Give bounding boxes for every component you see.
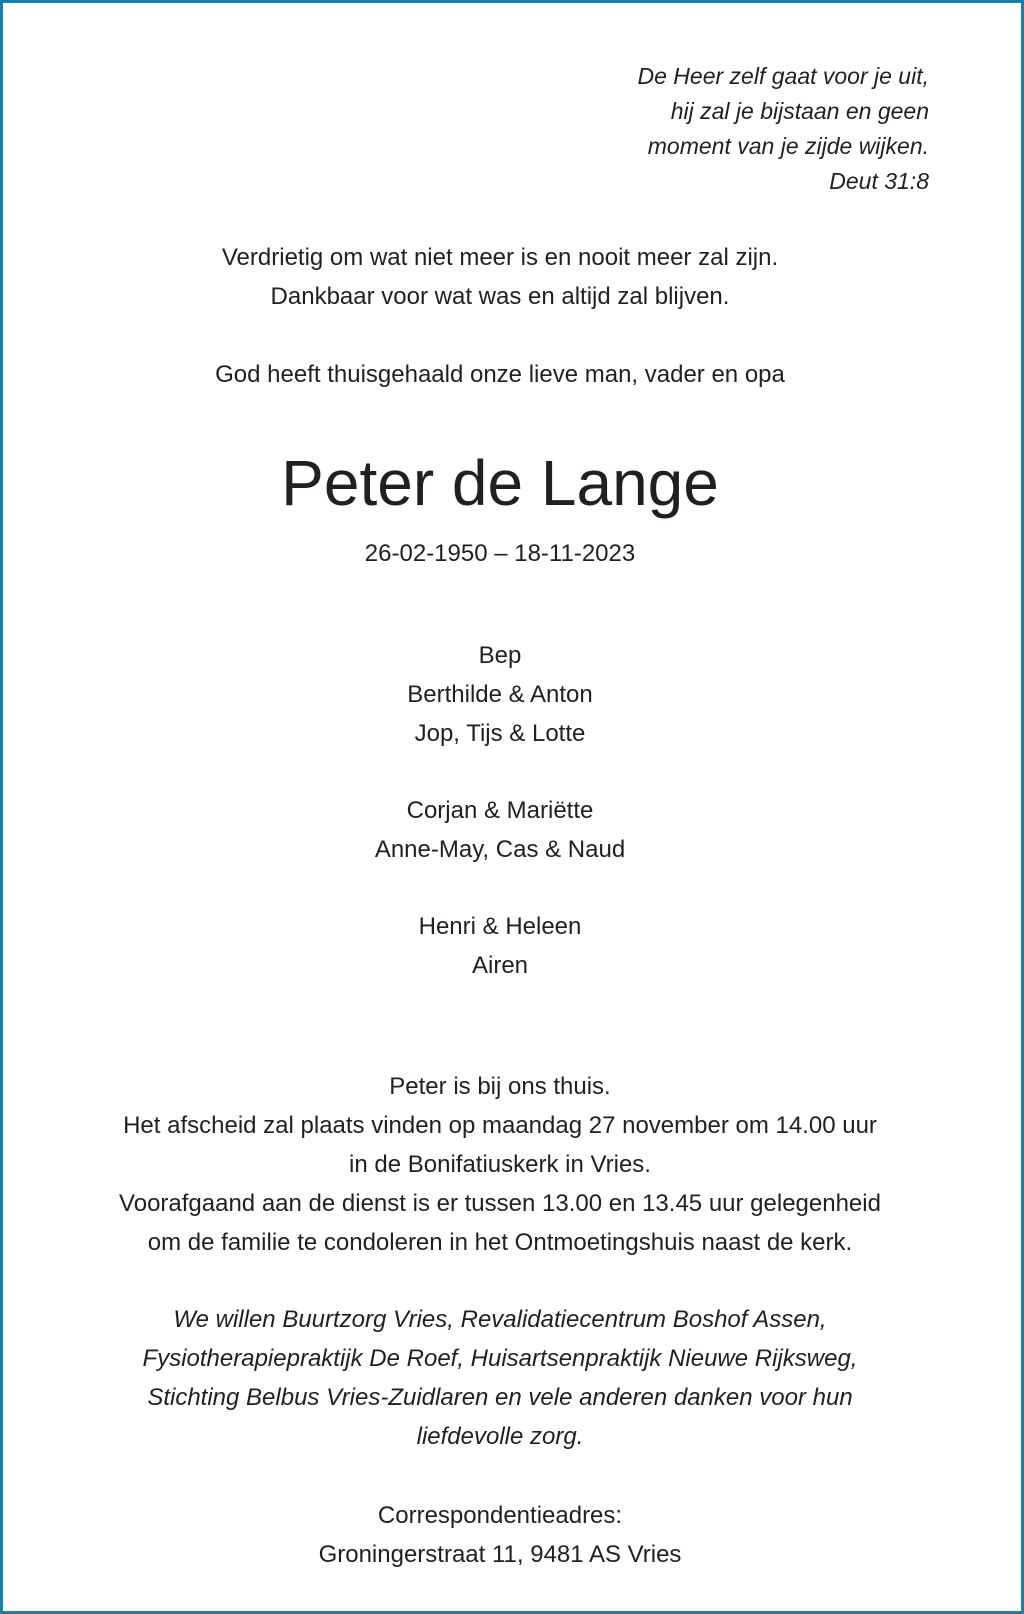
funeral-details (3, 1067, 997, 1262)
details-line: in de Bonifatiuskerk in Vries. (349, 1151, 651, 1178)
verse-line: hij zal je bijstaan en geen (670, 98, 929, 124)
life-dates (3, 534, 997, 573)
address-label: Correspondentieadres: (377, 1502, 623, 1529)
details-line: om de familie te condoleren in het Ontmoetingshuis naast de kerk. (147, 1229, 853, 1256)
lead-text (3, 355, 997, 394)
family-group-2 (3, 791, 997, 869)
family-member: Bep (478, 642, 522, 669)
verse-reference: Deut 31:8 (829, 168, 929, 194)
address-street: Groningerstraat 11, 9481 AS Vries (318, 1541, 682, 1568)
details-line: Peter is bij ons thuis. (389, 1073, 611, 1100)
family-group-1 (3, 636, 997, 753)
dates-line: 26-02-1950 – 18-11-2023 (364, 540, 636, 567)
details-line: Voorafgaand aan de dienst is er tussen 13.00 en 13.45 uur gelegenheid (119, 1190, 881, 1217)
family-member: Corjan & Mariëtte (406, 797, 594, 824)
thanks-line: liefdevolle zorg. (416, 1423, 584, 1450)
bible-verse (638, 59, 929, 199)
thanks-text (3, 1300, 997, 1456)
family-group-3 (3, 907, 997, 985)
thanks-line: We willen Buurtzorg Vries, Revalidatiecentrum Boshof Assen, (173, 1306, 827, 1333)
family-member: Henri & Heleen (418, 913, 582, 940)
thanks-line: Fysiotherapiepraktijk De Roef, Huisartsenpraktijk Nieuwe Rijksweg, (142, 1345, 858, 1372)
family-member: Berthilde & Anton (407, 681, 593, 708)
family-member: Airen (471, 952, 529, 979)
intro-line: Verdrietig om wat niet meer is en nooit meer zal zijn. (221, 244, 779, 271)
thanks-line: Stichting Belbus Vries-Zuidlaren en vele anderen danken voor hun (147, 1384, 853, 1411)
lead-line: God heeft thuisgehaald onze lieve man, vader en opa (215, 361, 785, 388)
details-line: Het afscheid zal plaats vinden op maandag 27 november om 14.00 uur (123, 1112, 877, 1139)
correspondence-address (3, 1496, 997, 1574)
intro-line: Dankbaar voor wat was en altijd zal blijven. (270, 283, 730, 310)
family-member: Jop, Tijs & Lotte (414, 720, 586, 747)
family-member: Anne-May, Cas & Naud (374, 836, 626, 863)
verse-line: De Heer zelf gaat voor je uit, (637, 63, 929, 89)
intro-text (3, 238, 997, 316)
deceased-name: Peter de Lange (281, 447, 719, 519)
family-list (3, 636, 997, 1023)
verse-line: moment van je zijde wijken. (647, 133, 929, 159)
